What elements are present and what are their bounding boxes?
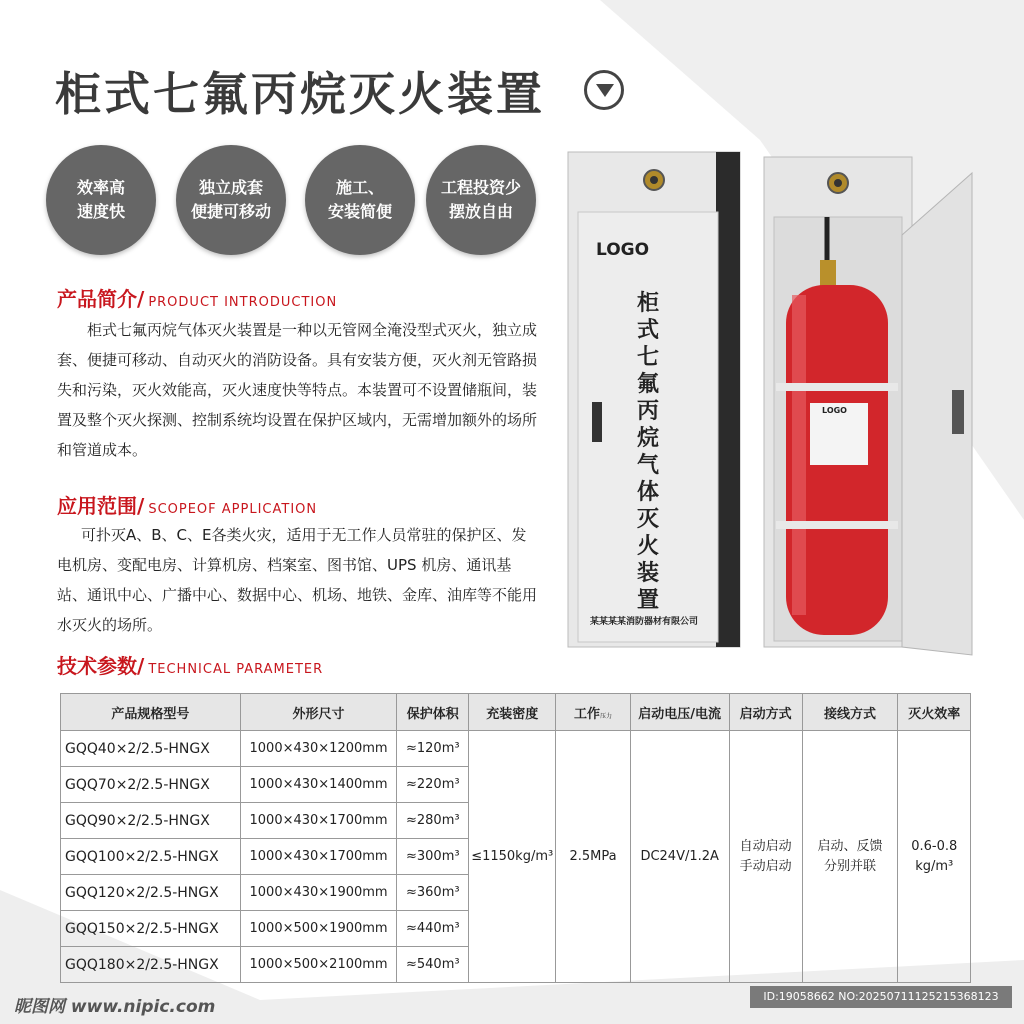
model-cell: GQQ100×2/2.5-HNGX: [61, 839, 241, 875]
header-efficiency: 灭火效率: [898, 694, 971, 731]
size-cell: 1000×500×2100mm: [240, 947, 397, 983]
model-cell: GQQ70×2/2.5-HNGX: [61, 767, 241, 803]
header-start: 启动方式: [729, 694, 802, 731]
efficiency-cell: 0.6-0.8 kg/m³: [898, 731, 971, 983]
cabinet-logo: LOGO: [596, 240, 650, 260]
feature-text: 效率高 速度快: [76, 178, 125, 221]
feature-text: 独立成套 便捷可移动: [190, 178, 271, 221]
header-pressure-label: 工作: [573, 706, 600, 722]
header-size: 外形尺寸: [240, 694, 397, 731]
volume-cell: ≈280m³: [397, 803, 469, 839]
size-cell: 1000×430×1200mm: [240, 731, 397, 767]
size-cell: 1000×430×1900mm: [240, 875, 397, 911]
model-cell: GQQ120×2/2.5-HNGX: [61, 875, 241, 911]
intro-heading-cn: 产品简介/: [57, 287, 145, 311]
header-wiring: 接线方式: [802, 694, 898, 731]
header-volume: 保护体积: [397, 694, 469, 731]
model-cell: GQQ90×2/2.5-HNGX: [61, 803, 241, 839]
size-cell: 1000×430×1400mm: [240, 767, 397, 803]
feature-circle-1: [46, 145, 156, 255]
application-text: 可扑灭A、B、C、E各类火灾，适用于无工作人员常驻的保护区、发电机房、变配电房、计算机房、档案室、图书馆、UPS 机房、通讯基站、通讯中心、广播中心、数据中心、机场、地铁、金库、油库等不能用水灭火的场所。: [57, 526, 538, 634]
model-cell: GQQ40×2/2.5-HNGX: [61, 731, 241, 767]
application-heading: [57, 490, 317, 519]
intro-heading: [57, 283, 337, 312]
header-model: 产品规格型号: [61, 694, 241, 731]
application-heading-cn: 应用范围/: [57, 494, 145, 518]
voltage-cell: DC24V/1.2A: [630, 731, 729, 983]
size-cell: 1000×500×1900mm: [240, 911, 397, 947]
size-cell: 1000×430×1700mm: [240, 839, 397, 875]
header-density: 充装密度: [469, 694, 556, 731]
volume-cell: ≈120m³: [397, 731, 469, 767]
density-cell: ≤1150kg/m³: [469, 731, 556, 983]
watermark-left: 昵图网 www.nipic.com: [14, 997, 216, 1017]
tank-logo: LOGO: [822, 406, 847, 415]
size-cell: 1000×430×1700mm: [240, 803, 397, 839]
start-mode-cell: 自动启动 手动启动: [729, 731, 802, 983]
feature-text: 工程投资少 摆放自由: [440, 178, 521, 221]
intro-text: 柜式七氟丙烷气体灭火装置是一种以无管网全淹没型式灭火，独立成套、便捷可移动、自动灭火的消防设备。具有安装方便，灭火剂无管路损失和污染，灭火效能高，灭火速度快等特点。本装置可不设置储瓶间，装置及整个灭火探测、控制系统均设置在保护区域内，无需增加额外的场所和管道成本。: [57, 321, 538, 459]
spec-table: [60, 693, 971, 983]
cabinet-label: 柜式七氟丙烷气体灭火装置: [637, 291, 660, 613]
watermark-right: ID:19058662 NO:20250711125215368123: [750, 986, 1012, 1008]
header-voltage: 启动电压/电流: [630, 694, 729, 731]
volume-cell: ≈300m³: [397, 839, 469, 875]
application-heading-en: SCOPEOF APPLICATION: [148, 502, 318, 517]
feature-circle-2: [176, 145, 286, 255]
params-heading-cn: 技术参数/: [57, 654, 145, 678]
cabinet-company: 某某某某消防器材有限公司: [590, 617, 699, 627]
header-pressure-suffix: 压力: [600, 712, 613, 720]
wiring-cell: 启动、反馈 分别并联: [802, 731, 898, 983]
params-heading: [57, 650, 323, 679]
volume-cell: ≈360m³: [397, 875, 469, 911]
header-pressure: [556, 694, 631, 731]
table-row: [61, 731, 971, 767]
page-title: 柜式七氟丙烷灭火装置: [55, 67, 545, 121]
params-heading-en: TECHNICAL PARAMETER: [148, 662, 324, 677]
chevron-down-icon: [584, 70, 624, 110]
volume-cell: ≈540m³: [397, 947, 469, 983]
model-cell: GQQ150×2/2.5-HNGX: [61, 911, 241, 947]
feature-circle-4: [426, 145, 536, 255]
feature-text: 施工、 安装简便: [327, 178, 392, 221]
open-cabinet-image: [762, 155, 974, 670]
volume-cell: ≈220m³: [397, 767, 469, 803]
table-header-row: [61, 694, 971, 731]
intro-heading-en: PRODUCT INTRODUCTION: [148, 295, 338, 310]
pressure-cell: 2.5MPa: [556, 731, 631, 983]
feature-circle-3: [305, 145, 415, 255]
model-cell: GQQ180×2/2.5-HNGX: [61, 947, 241, 983]
volume-cell: ≈440m³: [397, 911, 469, 947]
